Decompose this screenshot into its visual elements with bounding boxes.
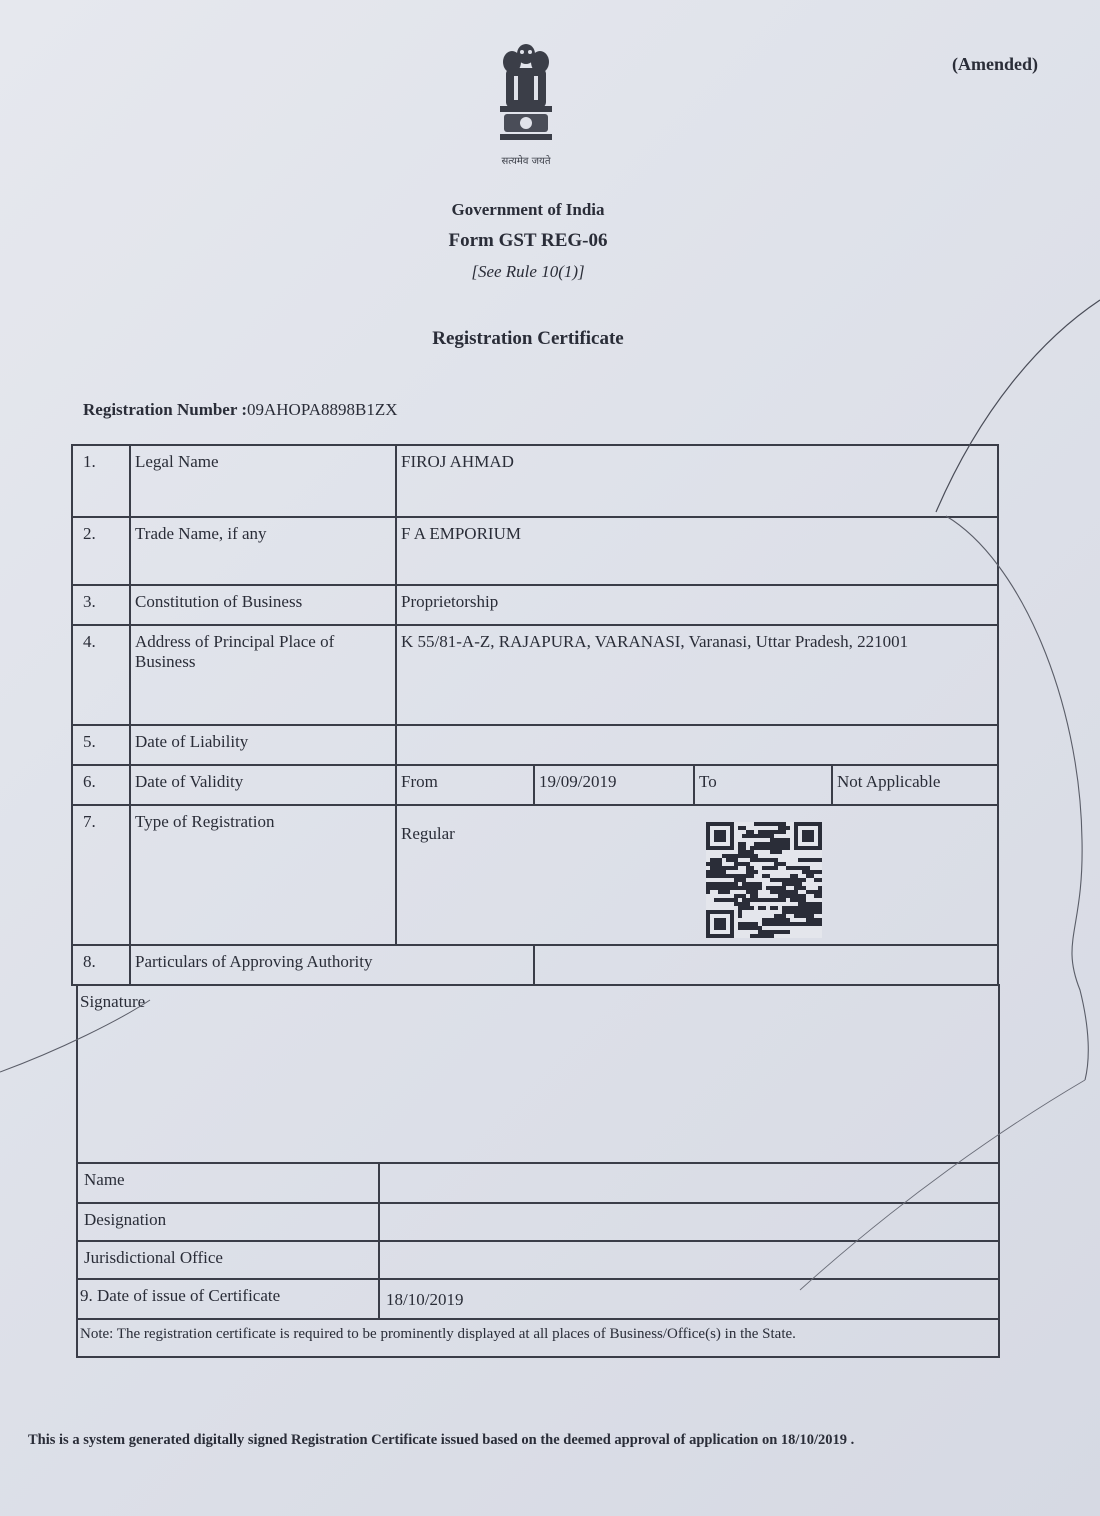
national-emblem-icon — [486, 40, 566, 170]
row-label: Trade Name, if any — [130, 517, 396, 585]
table-row — [72, 945, 998, 985]
table-row — [72, 517, 998, 585]
row-number: 8. — [72, 945, 130, 985]
approval-table — [76, 984, 1000, 1358]
government-title: Government of India — [451, 200, 605, 219]
registration-type-value: Regular — [401, 824, 455, 843]
registration-details-table — [71, 444, 999, 986]
amended-label: (Amended) — [952, 54, 1038, 74]
table-row — [72, 765, 998, 805]
row-label: Constitution of Business — [130, 585, 396, 625]
registration-number-value: 09AHOPA8898B1ZX — [247, 400, 398, 419]
row-number: 4. — [72, 625, 130, 725]
row-number: 2. — [72, 517, 130, 585]
registration-type-cell — [396, 805, 998, 945]
row-number: 6. — [72, 765, 130, 805]
legal-name-value: FIROJ AHMAD — [396, 445, 998, 517]
form-title: Form GST REG-06 — [448, 230, 608, 251]
row-label: Date of Validity — [130, 765, 396, 805]
issue-date-label: 9. Date of issue of Certificate — [77, 1279, 379, 1319]
table-row — [77, 1163, 999, 1203]
certificate-title: Registration Certificate — [432, 328, 624, 349]
table-row — [77, 985, 999, 1163]
table-row — [77, 1279, 999, 1319]
address-value: K 55/81-A-Z, RAJAPURA, VARANASI, Varanasi, Uttar Pradesh, 221001 — [396, 625, 998, 725]
issue-date-value: 18/10/2019 — [379, 1279, 999, 1319]
registration-number-label: Registration Number : — [83, 400, 247, 419]
constitution-value: Proprietorship — [396, 585, 998, 625]
validity-from-label: From — [396, 765, 534, 805]
name-label: Name — [77, 1163, 379, 1203]
row-label: Date of Liability — [130, 725, 396, 765]
registration-number — [83, 400, 398, 420]
display-note: Note: The registration certificate is required to be prominently displayed at all places of Business/Office(s) in the State. — [77, 1319, 999, 1357]
approving-authority-value — [534, 945, 998, 985]
validity-from-value: 19/09/2019 — [534, 765, 694, 805]
row-number: 3. — [72, 585, 130, 625]
table-row — [77, 1241, 999, 1279]
table-row — [77, 1203, 999, 1241]
emblem-motto: सत्यमेव जयते — [501, 156, 551, 167]
designation-label: Designation — [77, 1203, 379, 1241]
jurisdictional-office-value — [379, 1241, 999, 1279]
table-row — [72, 585, 998, 625]
validity-to-label: To — [694, 765, 832, 805]
signature-label: Signature — [77, 985, 999, 1163]
row-label: Address of Principal Place of Business — [130, 625, 396, 725]
row-number: 1. — [72, 445, 130, 517]
table-row — [72, 625, 998, 725]
rule-reference: [See Rule 10(1)] — [471, 262, 585, 281]
row-label: Type of Registration — [130, 805, 396, 945]
row-number: 5. — [72, 725, 130, 765]
row-label: Particulars of Approving Authority — [130, 945, 534, 985]
system-generated-notice: This is a system generated digitally signed Registration Certificate issued based on the deemed approval of application on 18/10/2019 . — [28, 1432, 855, 1448]
row-number: 7. — [72, 805, 130, 945]
table-row — [77, 1319, 999, 1357]
validity-to-value: Not Applicable — [832, 765, 998, 805]
designation-value — [379, 1203, 999, 1241]
table-row — [72, 725, 998, 765]
qr-code-icon — [706, 822, 822, 938]
row-label: Legal Name — [130, 445, 396, 517]
jurisdictional-office-label: Jurisdictional Office — [77, 1241, 379, 1279]
table-row — [72, 445, 998, 517]
name-value — [379, 1163, 999, 1203]
trade-name-value: F A EMPORIUM — [396, 517, 998, 585]
liability-date-value — [396, 725, 998, 765]
table-row — [72, 805, 998, 945]
